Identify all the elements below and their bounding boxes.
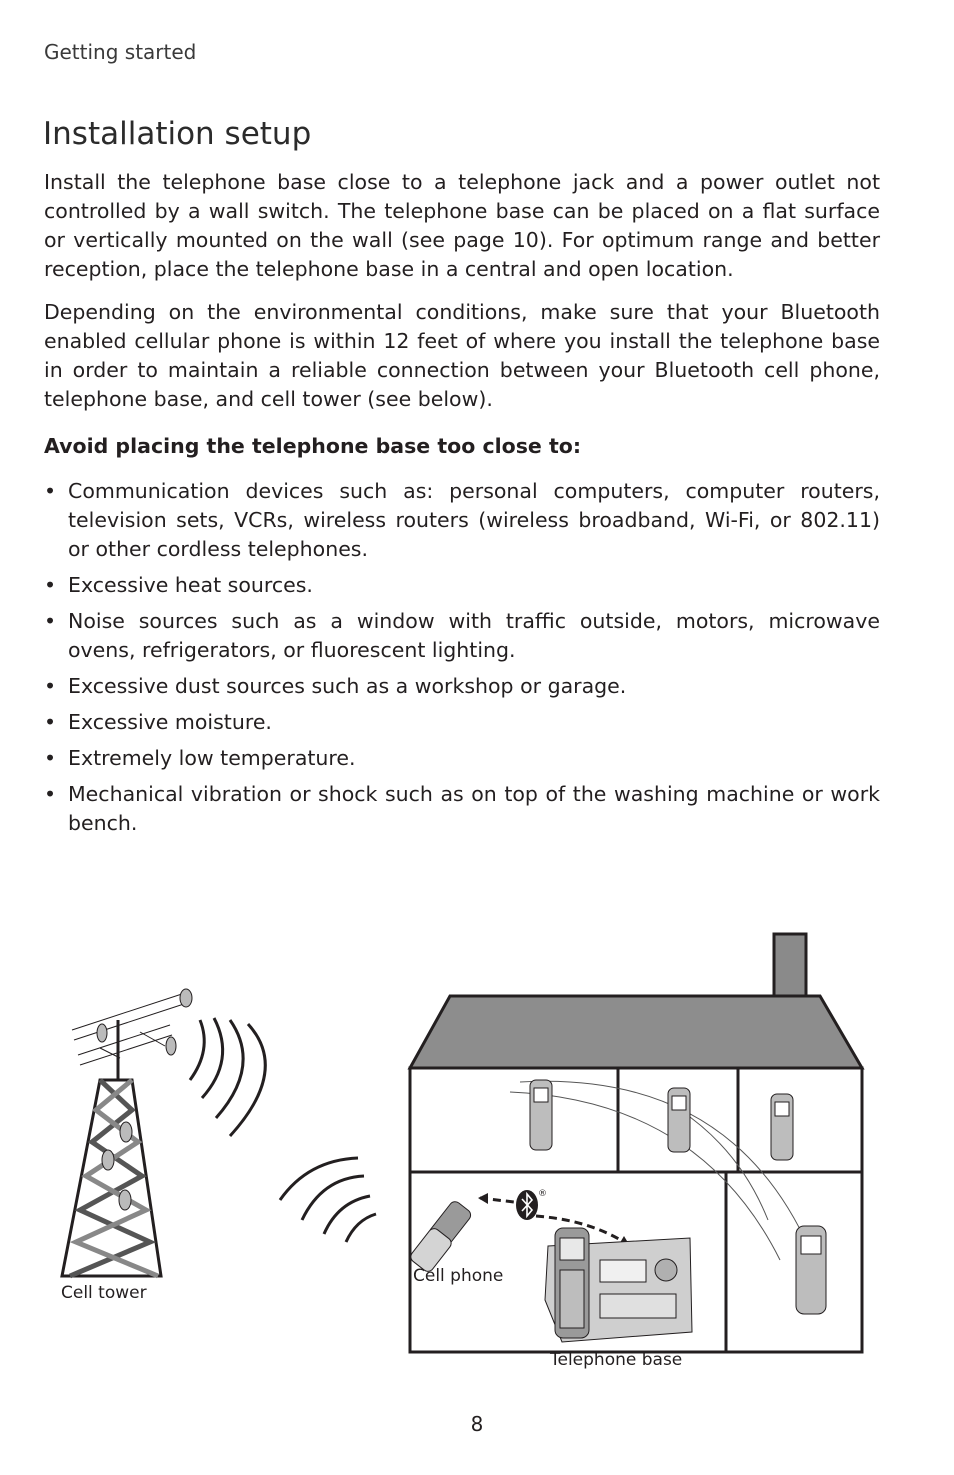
page-number: 8 bbox=[470, 1412, 484, 1436]
list-item: • Communication devices such as: personal computers, computer routers, television sets, VCRs, wireless routers (wireless broadband, Wi-Fi, or 802.11) or other cordless telephones. bbox=[44, 477, 880, 564]
registered-mark: ® bbox=[538, 1189, 547, 1199]
list-item: • Excessive heat sources. bbox=[44, 571, 880, 600]
avoid-heading: Avoid placing the telephone base too close to: bbox=[44, 434, 582, 458]
diagram-illustration bbox=[40, 920, 880, 1380]
telephone-base-icon bbox=[545, 1228, 692, 1342]
list-item: • Extremely low temperature. bbox=[44, 744, 880, 773]
list-item: • Mechanical vibration or shock such as on top of the washing machine or work bench. bbox=[44, 780, 880, 838]
body-content bbox=[44, 168, 880, 845]
avoid-list bbox=[44, 477, 880, 838]
paragraph-bluetooth-range: Depending on the environmental conditions, make sure that your Bluetooth enabled cellular phone is within 12 feet of where you install the telephone base in order to maintain a reliable connection between your Bluetooth cell phone, telephone base, and cell tower (see below). bbox=[44, 300, 880, 411]
list-item: • Noise sources such as a window with traffic outside, motors, microwave ovens, refrigerators, or fluorescent lighting. bbox=[44, 607, 880, 665]
cell-tower-label: Cell tower bbox=[61, 1283, 147, 1303]
list-item: • Excessive moisture. bbox=[44, 708, 880, 737]
list-item: • Excessive dust sources such as a workshop or garage. bbox=[44, 672, 880, 701]
installation-diagram bbox=[40, 920, 880, 1380]
cell-phone-label: Cell phone bbox=[413, 1266, 504, 1286]
telephone-base-label: Telephone base bbox=[550, 1350, 683, 1370]
section-label: Getting started bbox=[44, 40, 197, 64]
signal-waves-icon bbox=[190, 1018, 376, 1242]
page-title: Installation setup bbox=[43, 116, 312, 152]
paragraph-placement: Install the telephone base close to a telephone jack and a power outlet not controlled by a wall switch. The telephone base can be placed on a flat surface or vertically mounted on the wall (see page 10). For optimum range and better reception, place the telephone base in a central and open location. bbox=[44, 170, 880, 281]
bluetooth-icon bbox=[516, 1190, 538, 1220]
cell-tower-icon bbox=[62, 989, 192, 1276]
